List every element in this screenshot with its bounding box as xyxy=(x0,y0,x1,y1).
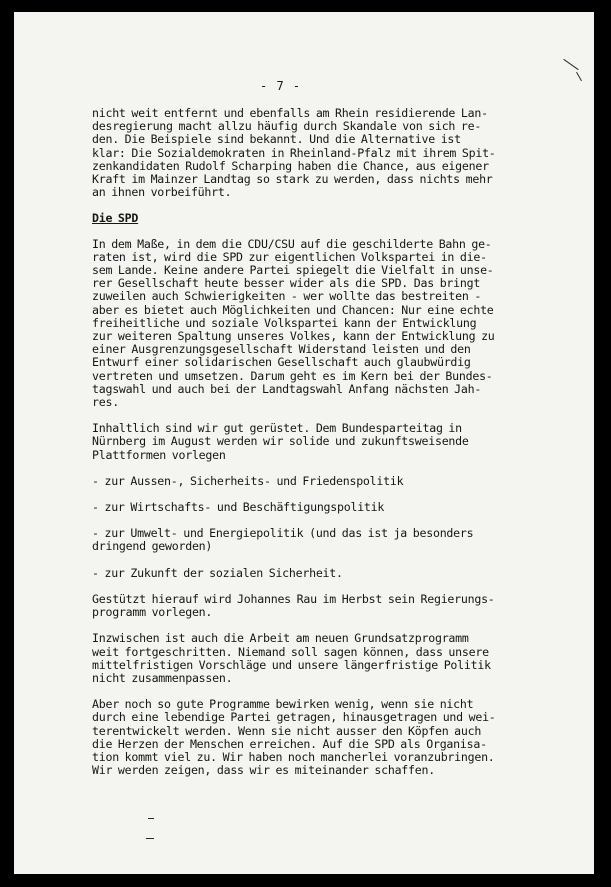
scan-mark xyxy=(563,59,578,70)
list-item: - zur Wirtschafts- und Beschäftigungspolitik xyxy=(92,500,385,515)
platform-list xyxy=(92,475,572,580)
document-page xyxy=(14,12,594,874)
paragraph-spd-2: Inhaltlich sind wir gut gerüstet. Dem Bundesparteitag in Nürnberg im August werden wir solide und zukunftsweisende Plattformen vorlegen xyxy=(92,421,469,462)
scan-mark xyxy=(576,72,582,81)
section-heading: Die SPD xyxy=(92,211,139,226)
scan-mark xyxy=(146,838,154,839)
paragraph-conclusion: Aber noch so gute Programme bewirken wenig, wenn sie nicht durch eine lebendige Partei getragen, hinausgetragen und wei- terentwickelt werden. Wenn sie nicht ausser den Köpfen auch die Herzen der Menschen erreichen. Auf die SPD als Organisa- tion kommt viel zu. Wir haben noch mancherlei voranzubringen. Wir werden zeigen, dass wir es miteinander schaffen. xyxy=(92,697,496,778)
paragraph-spd-1: In dem Maße, in dem die CDU/CSU auf die geschilderte Bahn ge- raten ist, wird die SPD zur eigentlichen Volkspartei in die- sem Lande. Keine andere Partei spiegelt die Vielfalt in unse- rer Gesellschaft heute besser wider als die SPD. Das bringt zuweilen auch Schwierigkeiten - wer wollte das bestreiten - aber es bietet auch Möglichkeiten und Chancen: Nur eine echte freiheitliche und soziale Volkspartei kann der Entwicklung zur weiteren Spaltung unseres Volkes, kann der Entwicklung zu einer Ausgrenzungsgesellschaft Widerstand leisten und den Entwurf einer solidarischen Gesellschaft auch glaubwürdig vertreten und umsetzen. Darum geht es im Kern bei der Bundes- tagswahl und auch bei der Landtagswahl Anfang nächsten Jah- res. xyxy=(92,236,495,410)
list-item: - zur Aussen-, Sicherheits- und Friedenspolitik xyxy=(92,473,404,488)
list-item: - zur Zukunft der sozialen Sicherheit. xyxy=(92,565,343,580)
body-text xyxy=(92,107,572,790)
paragraph-grundsatzprogramm: Inzwischen ist auch die Arbeit am neuen Grundsatzprogramm weit fortgeschritten. Niemand soll sagen können, dass unsere mittelfristigen Vorschläge und unsere längerfristige Politik nicht zusammenpassen. xyxy=(92,631,491,685)
page-number: - 7 - xyxy=(260,79,302,93)
paragraph-rau: Gestützt hierauf wird Johannes Rau im Herbst sein Regierungs- programm vorlegen. xyxy=(92,591,495,620)
scan-mark xyxy=(148,818,154,819)
list-item: - zur Umwelt- und Energiepolitik (und das ist ja besonders dringend geworden) xyxy=(92,526,474,554)
paragraph-intro: nicht weit entfernt und ebenfalls am Rhein residierende Lan- desregierung macht allzu häufig durch Skandale von sich re- den. Die Beispiele sind bekannt. Und die Alternative ist klar: Die Sozialdemokraten in Rheinland-Pfalz mit ihrem Spit- zenkandidaten Rudolf Scharping haben die Chance, aus eigener Kraft im Mainzer Landtag so stark zu werden, dass nichts mehr an ihnen vorbeiführt. xyxy=(92,106,496,200)
